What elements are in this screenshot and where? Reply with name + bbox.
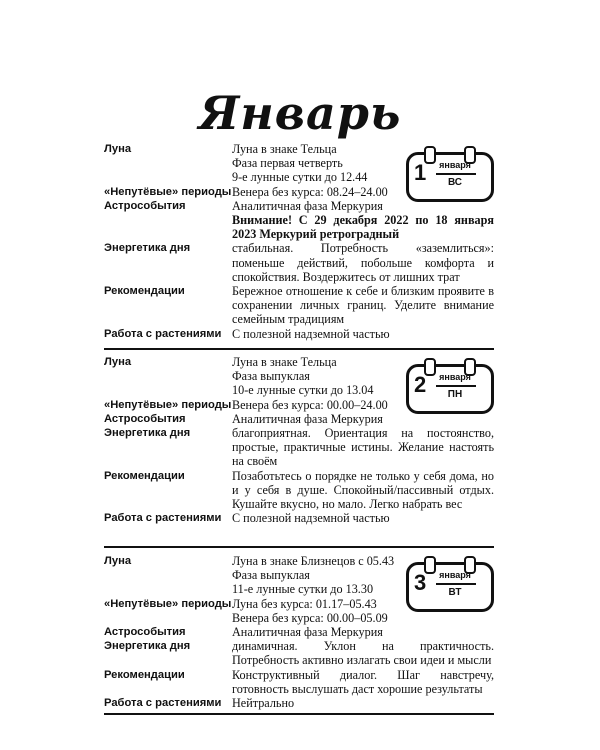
info-row [104,639,494,667]
row-value-line: 11-е лунные сутки до 13.30 [232,582,374,597]
row-value-line: Аналитичная фаза Меркурия [232,198,383,213]
row-label: Энергетика дня [104,427,191,440]
row-value-line: Аналитичная фаза Меркурия [232,625,383,640]
row-value-line: Луна в знаке Тельца [232,355,337,369]
row-value [232,696,494,710]
month-label: января [439,160,471,170]
info-row [104,696,494,710]
row-value [232,284,494,327]
row-value-line: Фаза выпуклая [232,369,310,384]
info-row [104,327,494,341]
row-value-line: Луна без курса: 01.17–05.43 [232,596,377,611]
row-label: «Непутёвые» периоды [104,185,232,198]
row-value-line: Венера без курса: 08.24–24.00 [232,184,388,199]
weekday-label: ПН [447,389,463,400]
row-value-line: Бережное отношение к себе и близким проявите в сохранении личных границ. Уделите внимание семейным традициям [232,284,494,327]
info-row [104,426,494,469]
row-value [232,668,494,696]
row-value-line: Позаботьтесь о порядке не только у себя дома, но и у себя в душе. Спокойный/пассивный отдых. Кушайте вкусно, но мало. Легко набрать вес [232,468,494,512]
row-value-line: С полезной надземной частью [232,326,390,341]
row-value [232,213,494,241]
row-value-line: 9-е лунные сутки до 12.44 [232,170,368,185]
row-label: Энергетика дня [104,242,191,255]
info-row [104,213,494,241]
row-value [232,639,494,667]
calendar-divider [436,385,476,387]
row-label: Луна [104,555,132,567]
row-value-line: С полезной надземной частью [232,511,390,526]
info-row [104,284,494,327]
row-label: Работа с растениями [104,512,222,525]
row-value-line: благоприятная. Ориентация на постоянство, простые, практичные истины. Желание настоять на своём [232,426,494,469]
row-label: Рекомендации [104,668,185,681]
row-value-line: Фаза выпуклая [232,568,310,583]
row-value [232,469,494,512]
row-value-line: Фаза первая четверть [232,156,343,171]
row-value-line: Венера без курса: 00.00–05.09 [232,610,388,625]
calendar-badge-day-1 [406,146,492,200]
info-row [104,241,494,284]
row-label: «Непутёвые» периоды [104,597,232,610]
day-number: 2 [414,372,427,397]
day-separator [104,348,494,350]
calendar-divider [436,583,476,585]
row-value-line: Аналитичная фаза Меркурия [232,411,383,426]
row-label: «Непутёвые» периоды [104,398,232,411]
row-value-line: Нейтрально [232,696,295,711]
info-row [104,668,494,696]
row-value [232,625,494,639]
row-label: Энергетика дня [104,640,191,653]
info-row [104,511,494,525]
weekday-label: ВТ [448,587,462,598]
row-value-line: стабильная. Потребность «заземлиться»: поменьше действий, побольше комфорта и спокойствия. Воздержитесь от лишних трат [232,241,494,284]
row-label: Астрособытия [104,199,186,212]
weekday-label: ВС [447,177,463,188]
row-value [232,327,494,341]
row-value-line: Луна в знаке Близнецов с 05.43 [232,554,395,568]
page-title: Январь [198,86,402,140]
row-label: Астрособытия [104,412,186,425]
day-number: 3 [414,570,427,595]
info-row [104,469,494,512]
day-separator [104,546,494,548]
row-value-line: 10-е лунные сутки до 13.04 [232,383,374,398]
row-value-line: динамичная. Уклон на практичность. Потребность активно излагать свои идеи и мысли [232,639,494,668]
row-label: Луна [104,356,132,368]
calendar-badge-day-3 [406,556,492,610]
row-value [232,426,494,469]
calendar-badge-day-2 [406,358,492,412]
row-value [232,511,494,525]
month-label: января [439,570,471,580]
row-value [232,241,494,284]
day-separator [104,713,494,715]
month-label: января [439,372,471,382]
row-label: Работа с растениями [104,327,222,340]
row-label: Луна [104,143,132,155]
row-label: Работа с растениями [104,697,222,710]
info-row [104,625,494,639]
row-value-line: Конструктивный диалог. Шаг навстречу, готовность выслушать даст хорошие результаты [232,667,494,696]
calendar-divider [436,173,476,175]
row-value-line: Луна в знаке Тельца [232,142,337,156]
row-value-line: Внимание! С 29 декабря 2022 по 18 января 2023 Меркурий ретроградный [232,213,494,242]
row-label: Рекомендации [104,469,185,482]
row-label: Астрособытия [104,626,186,639]
day-number: 1 [414,160,427,185]
row-value-line: Венера без курса: 00.00–24.00 [232,397,388,412]
row-label: Рекомендации [104,285,185,298]
